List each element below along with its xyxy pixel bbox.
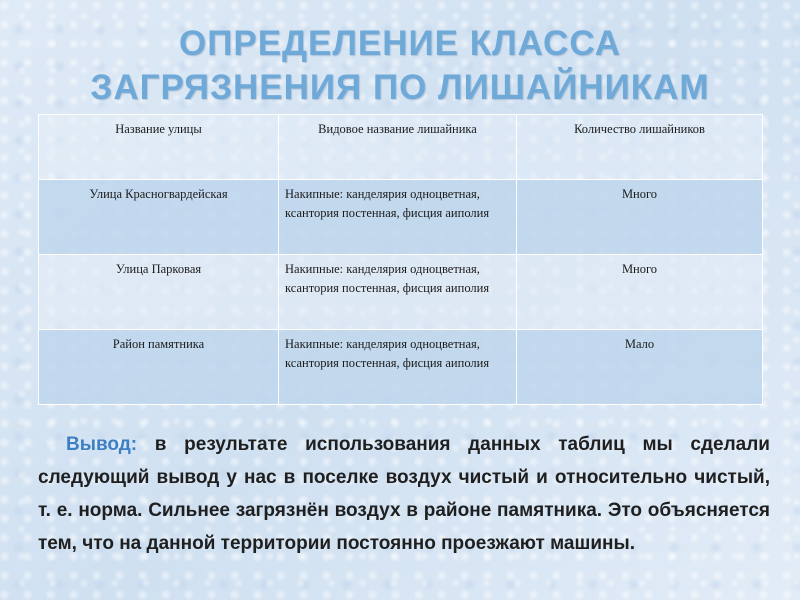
conclusion-text: в результате использования данных таблиц мы сделали следующий вывод у нас в поселке воздух чистый и относительно чистый, т. е. норма. Сильнее загрязнён воздух в районе памятника. Это объясняется тем, что на данной территории постоянно проезжают машины. — [38, 434, 770, 554]
cell-street: Район памятника — [39, 330, 279, 405]
conclusion-label: Вывод: — [66, 434, 138, 455]
cell-street: Улица Парковая — [39, 255, 279, 330]
cell-species: Накипные: канделярия одноцветная, ксантория постенная, фисция аиполия — [279, 255, 517, 330]
conclusion-paragraph — [38, 428, 770, 560]
title-line-1: ОПРЕДЕЛЕНИЕ КЛАССА — [178, 24, 622, 63]
table-header-row — [39, 115, 763, 180]
cell-street: Улица Красногвардейская — [39, 180, 279, 255]
page-title — [0, 22, 800, 110]
cell-amount: Много — [517, 180, 763, 255]
lichen-table — [38, 114, 763, 405]
title-line-2: ЗАГРЯЗНЕНИЯ ПО ЛИШАЙНИКАМ — [90, 68, 710, 107]
header-amount: Количество лишайников — [517, 115, 763, 180]
cell-amount: Мало — [517, 330, 763, 405]
cell-species: Накипные: канделярия одноцветная, ксантория постенная, фисция аиполия — [279, 330, 517, 405]
table-row — [39, 255, 763, 330]
header-species: Видовое название лишайника — [279, 115, 517, 180]
cell-amount: Много — [517, 255, 763, 330]
table-row — [39, 180, 763, 255]
header-street: Название улицы — [39, 115, 279, 180]
cell-species: Накипные: канделярия одноцветная, ксантория постенная, фисция аиполия — [279, 180, 517, 255]
table-row — [39, 330, 763, 405]
